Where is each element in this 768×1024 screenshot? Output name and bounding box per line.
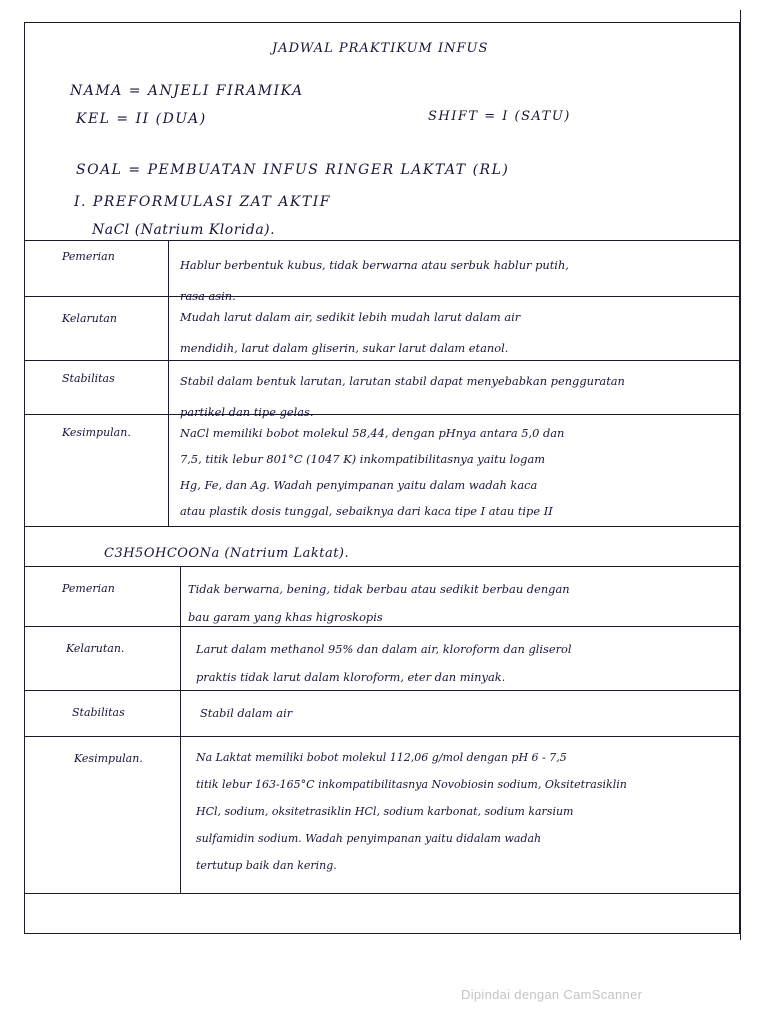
nacl-heading: NaCl (Natrium Klorida).	[92, 222, 276, 238]
row-label: Kesimpulan.	[62, 426, 131, 439]
row-text: Larut dalam methanol 95% dan dalam air, kloroform dan gliserol praktis tidak larut dalam kloroform, eter dan minyak.	[196, 642, 572, 684]
assignment-topic: SOAL = PEMBUATAN INFUS RINGER LAKTAT (RL)	[76, 162, 510, 178]
row-text: Mudah larut dalam air, sedikit lebih mudah larut dalam air mendidih, larut dalam gliserin, sukar larut dalam etanol.	[180, 310, 521, 355]
row-label: Kesimpulan.	[74, 752, 143, 765]
row-label: Stabilitas	[72, 706, 125, 719]
row-label: Kelarutan.	[66, 642, 125, 655]
table-line	[24, 526, 740, 527]
table-line	[24, 240, 740, 241]
student-group: KEL = II (DUA)	[76, 111, 207, 127]
row-label: Kelarutan	[62, 312, 117, 325]
table-line	[24, 736, 740, 737]
row-label: Pemerian	[62, 582, 115, 595]
row-text: Hablur berbentuk kubus, tidak berwarna atau serbuk hablur putih, rasa asin.	[180, 258, 569, 303]
table-line	[24, 893, 740, 894]
student-shift: SHIFT = I (SATU)	[428, 109, 571, 124]
document-title: JADWAL PRAKTIKUM INFUS	[272, 41, 489, 56]
section-heading: I. PREFORMULASI ZAT AKTIF	[74, 194, 331, 210]
table-line	[24, 566, 740, 567]
row-label: Pemerian	[62, 250, 115, 263]
table-divider	[180, 566, 181, 893]
student-name: NAMA = ANJELI FIRAMIKA	[70, 83, 304, 99]
row-text: Tidak berwarna, bening, tidak berbau atau sedikit berbau dengan bau garam yang khas higroskopis	[188, 582, 570, 624]
table-divider	[168, 240, 169, 526]
laktat-heading: C3H5OHCOONa (Natrium Laktat).	[104, 546, 350, 561]
row-text: Stabil dalam bentuk larutan, larutan stabil dapat menyebabkan pengguratan partikel dan tipe gelas.	[180, 374, 625, 419]
row-label: Stabilitas	[62, 372, 115, 385]
scanner-watermark: Dipindai dengan CamScanner	[461, 987, 643, 1002]
page-edge	[740, 10, 741, 940]
row-text: NaCl memiliki bobot molekul 58,44, dengan pHnya antara 5,0 dan 7,5, titik lebur 801°C (1047 K) inkompatibilitasnya yaitu logam Hg, Fe, dan Ag. Wadah penyimpanan yaitu dalam wadah kaca atau plastik dosis tunggal, sebaiknya dari kaca tipe I atau tipe II	[180, 426, 565, 518]
row-text: Stabil dalam air	[200, 706, 293, 720]
row-text: Na Laktat memiliki bobot molekul 112,06 g/mol dengan pH 6 - 7,5 titik lebur 163-165°C inkompatibilitasnya Novobiosin sodium, Oksitetrasiklin HCl, sodium, oksitetrasiklin HCl, sodium karbonat, sodium karsium sulfamidin sodium. Wadah penyimpanan yaitu didalam wadah tertutup baik dan kering.	[196, 751, 627, 872]
